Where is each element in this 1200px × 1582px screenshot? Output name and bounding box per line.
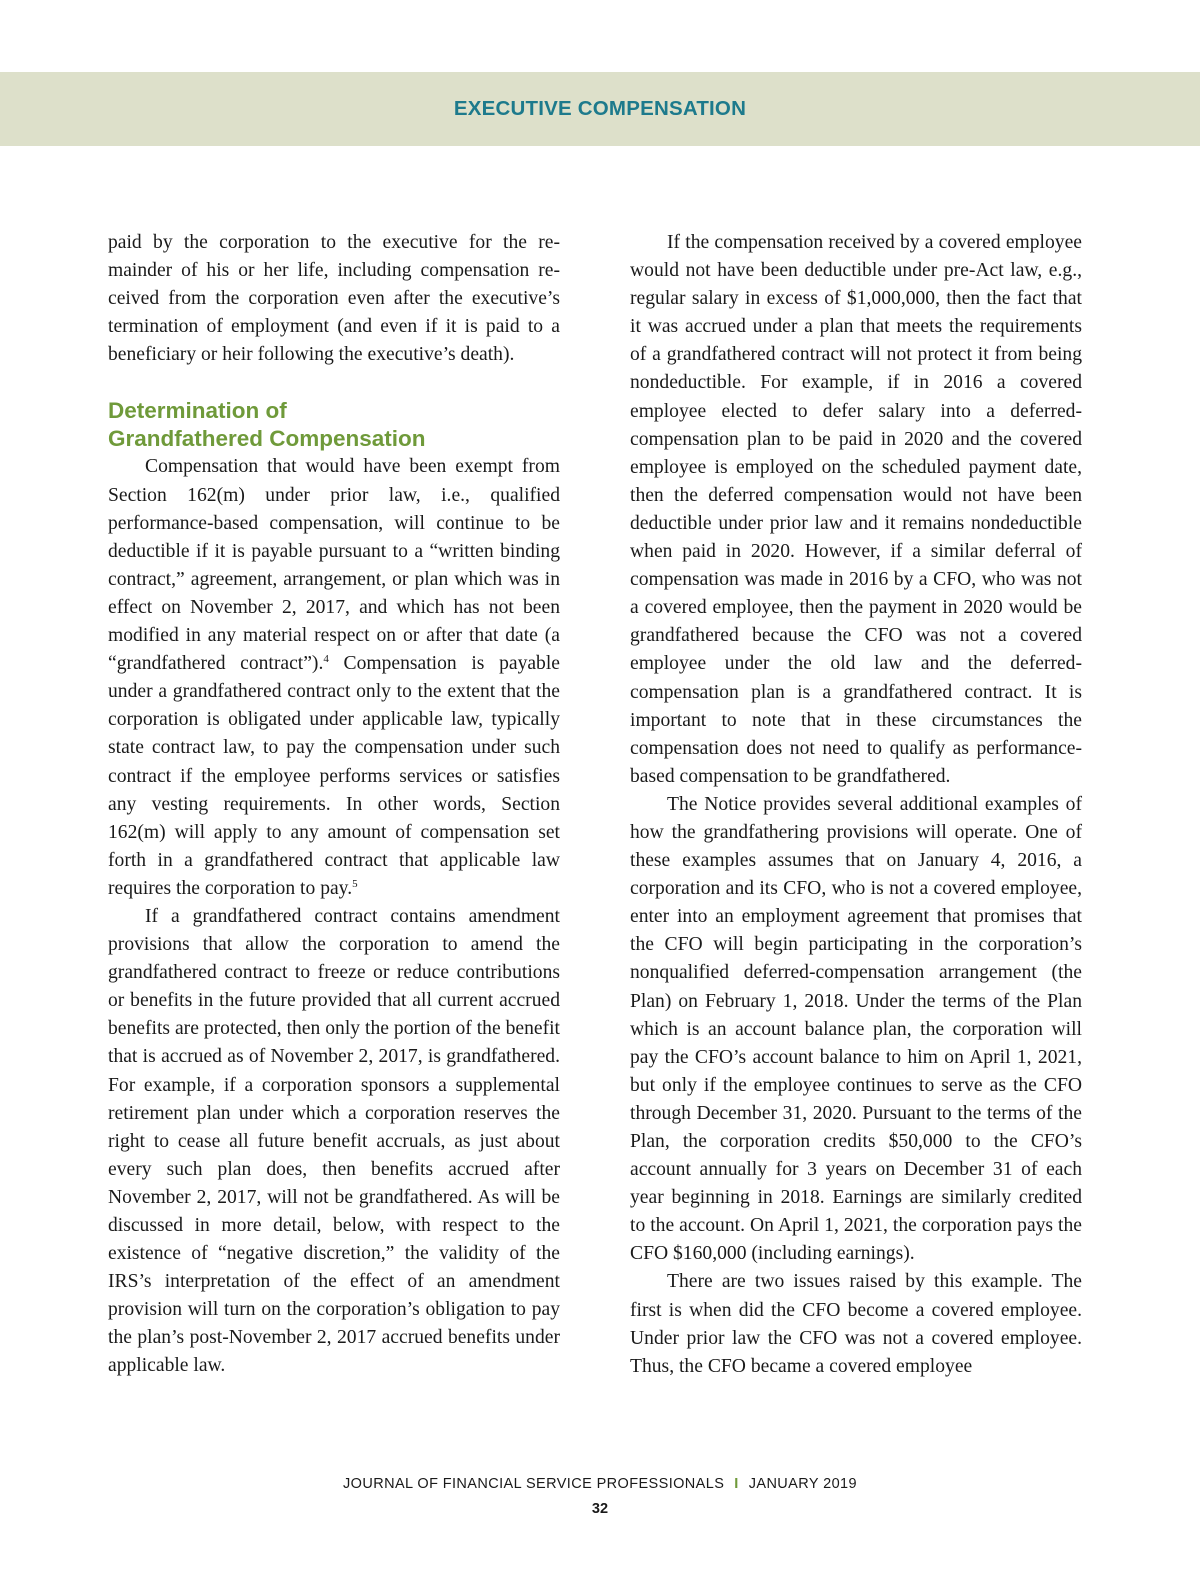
paragraph: paid by the corporation to the executive for the remainder of his or her life, including compensation received from the corporation even after the executive’s termination of employment (and even if it is paid to a beneficiary or heir following the executive’s death). [108, 232, 560, 366]
page-footer [0, 1476, 1200, 1492]
paragraph: The Notice provides several additional examples of how the grandfathering provisions will operate. One of these examples assumes that on January 4, 2016, a corporation and its CFO, who is not a covered employee, enter into an employment agreement that promises that the CFO will begin participating in the corporation’s nonqualified deferred-compensation arrangement (the Plan) on February 1, 2018. Under the terms of the Plan which is an account balance plan, the corporation will pay the CFO’s account balance to him on April 1, 2021, but only if the employee continues to serve as the CFO through December 31, 2020. Pursuant to the terms of the Plan, the corporation credits $50,000 to the CFO’s account annually for 3 years on December 31 of each year beginning in 2018. Earnings are similarly credited to the account. On April 1, 2021, the corporation pays the CFO $160,000 (including earnings). [630, 793, 1082, 1265]
heading-line: Determination of [108, 398, 287, 424]
paragraph: There are two issues raised by this example. The first is when did the CFO become a covered employee. Under prior law the CFO was not a covered employee. Thus, the CFO became a covered employee [630, 1271, 1082, 1377]
section-heading [108, 397, 560, 453]
left-column [108, 229, 560, 1381]
issue-date: JANUARY 2019 [748, 1476, 857, 1492]
heading-line: Grandfathered Compensation [108, 426, 426, 452]
footer-separator: I [734, 1476, 739, 1492]
paragraph [108, 453, 560, 903]
paragraph-text: Compensation is payable under a grandfathered contract only to the extent that the corporation is obligated under applicable law, typically state contract law, to pay the compensation under such contract if the employee performs services or satisfies any vesting requirements. In other words, Section 162(m) will apply to any amount of compensation set forth in a grandfathered contract that applicable law requires the corporation to pay. [108, 653, 560, 899]
paragraph-text: Compensation that would have been exempt from Section 162(m) under prior law, i.e., qualified performance-based compensation, will continue to be deductible if it is payable pursuant to a “written binding contract,” agreement, arrangement, or plan which was in effect on November 2, 2017, and which has not been modified in any material respect on or after that date (a “grandfathered contract”). [108, 456, 560, 675]
footnote-ref[interactable]: 5 [352, 877, 358, 890]
paragraph: If the compensation received by a covered employee would not have been deductible under pre-Act law, e.g., regular salary in excess of $1,000,000, then the fact that it was accrued under a plan that meets the requirements of a grandfathered contract will not protect it from being nondeductible. For example, if in 2016 a covered employee elected to defer salary into a deferred-compensation plan to be paid in 2020 and the covered employee is employed on the scheduled payment date, then the deferred compensation would not have been deductible under prior law and it remains nondeductible when paid in 2020. However, if a similar deferral of compensation was made in 2016 by a CFO, who was not a covered employee, then the payment in 2020 would be grandfathered because the CFO was not a covered employee under the old law and the deferred-compensation plan is a grandfathered contract. It is important to note that in these circumstances the compensation does not need to qualify as performance-based compensation to be grandfathered. [630, 232, 1082, 787]
right-column [630, 229, 1082, 1381]
footnote-ref[interactable]: 4 [323, 653, 329, 666]
page-number: 32 [591, 1501, 609, 1517]
paragraph: If a grandfathered contract contains amendment provisions that allow the corporation to amend the grandfathered contract to freeze or reduce contributions or benefits in the future provided that all current accrued benefits are protected, then only the portion of the benefit that is accrued as of November 2, 2017, is grandfathered. For example, if a corporation sponsors a supplemental retirement plan under which a corporation reserves the right to cease all future benefit accruals, as just about every such plan does, then benefits accrued after November 2, 2017, will not be grandfathered. As will be discussed in more detail, below, with respect to the existence of “negative discretion,” the validity of the IRS’s interpretation of the effect of an amendment provision will turn on the corporation’s obligation to pay the plan’s post-November 2, 2017 accrued benefits under applicable law. [108, 905, 560, 1377]
section-title: EXECUTIVE COMPENSATION [453, 97, 747, 120]
journal-name: JOURNAL OF FINANCIAL SERVICE PROFESSIONALS [343, 1476, 725, 1492]
